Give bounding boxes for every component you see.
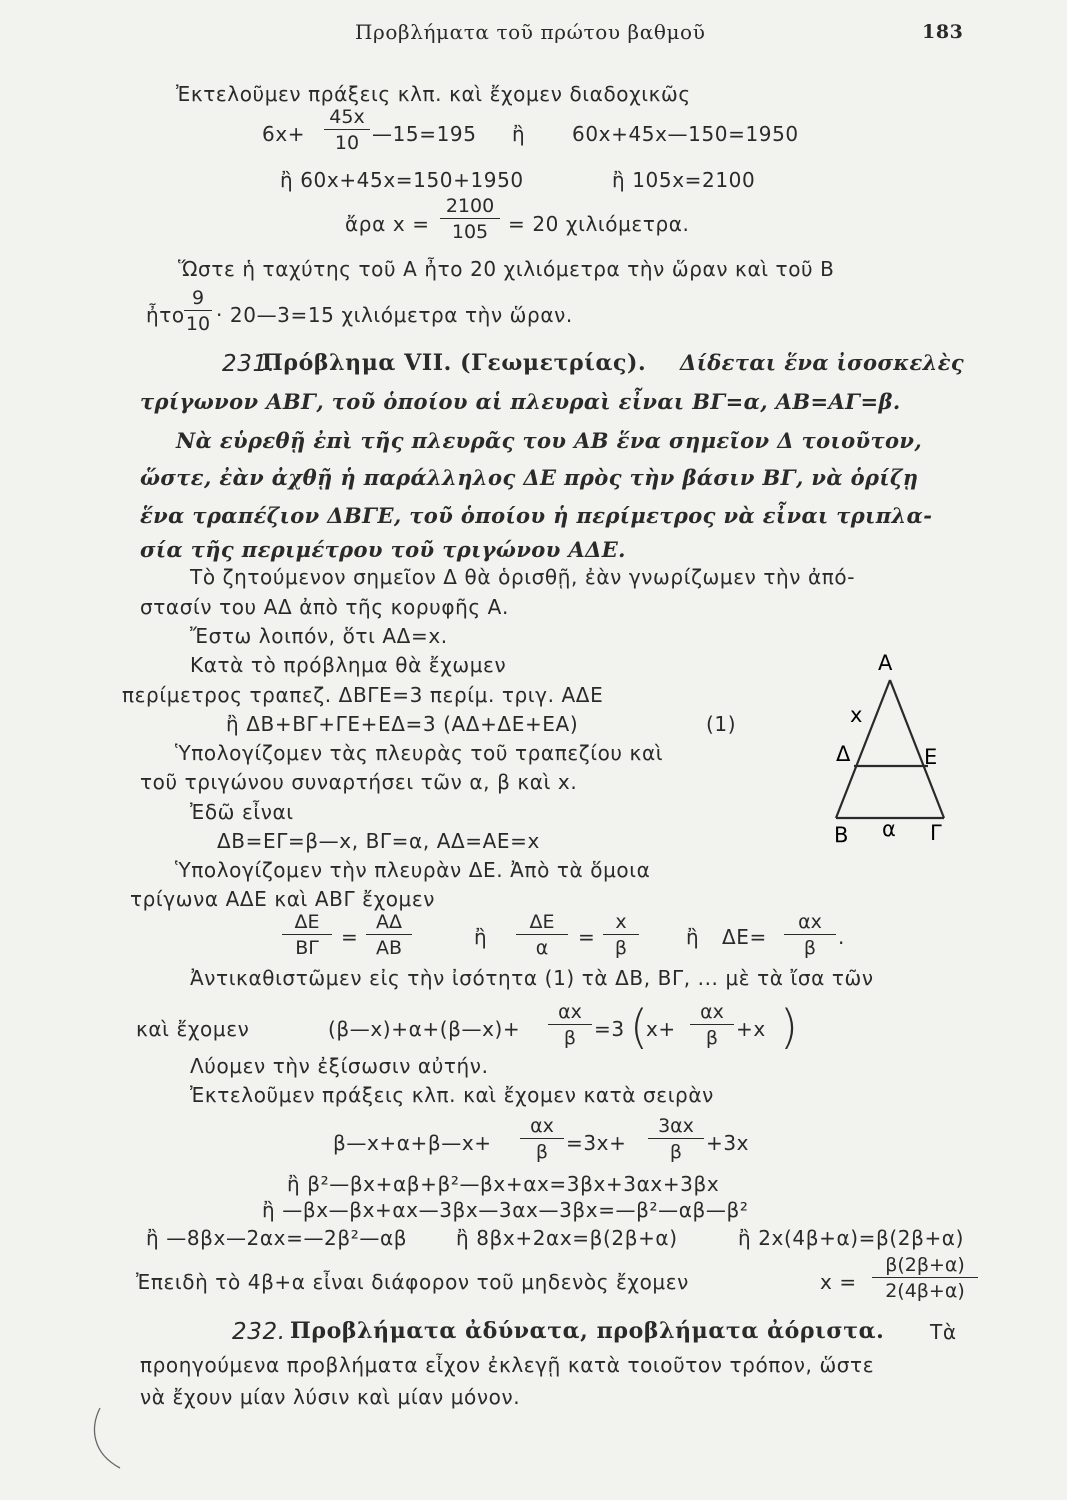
fraction <box>548 1001 592 1049</box>
italic-text: ἕνα τραπέζιον ΔΒΓΕ, τοῦ ὁποίου ἡ περίμετρος νὰ εἶναι τριπλα- <box>140 503 933 528</box>
eq-term: (β—x)+α+(β—x)+ <box>328 1017 521 1041</box>
denominator: ΑΒ <box>375 937 403 959</box>
eq-term: —15=195 <box>372 122 477 146</box>
fraction <box>784 911 836 959</box>
equals: = <box>341 925 359 949</box>
equals: = <box>578 925 596 949</box>
text-line: Ἐκτελοῦμεν πράξεις κλπ. καὶ ἔχομεν κατὰ σειρὰν <box>190 1083 714 1107</box>
denominator: α <box>535 937 549 959</box>
triangle-figure <box>820 640 970 850</box>
text-line: ΔΒ=ΕΓ=β—x, ΒΓ=α, ΑΔ=ΑΕ=x <box>217 829 540 853</box>
text-line: καὶ ἔχομεν <box>136 1017 250 1041</box>
denominator: 10 <box>334 132 360 154</box>
text-line: νὰ ἔχουν μίαν λύσιν καὶ μίαν μόνον. <box>140 1385 521 1409</box>
text-line: στασίν του ΑΔ ἀπὸ τῆς κορυφῆς Α. <box>140 595 509 619</box>
vertex-A-label: Α <box>878 651 893 675</box>
fraction <box>184 287 212 335</box>
left-paren: ( <box>630 1000 648 1054</box>
italic-text: σία τῆς περιμέτρου τοῦ τριγώνου ΑΔΕ. <box>140 537 626 562</box>
text-line: Ἐκτελοῦμεν πράξεις κλπ. καὶ ἔχομεν διαδοχικῶς <box>176 82 691 106</box>
fraction <box>516 911 568 959</box>
text-line: ἢ ΔΒ+ΒΓ+ΓΕ+ΕΔ=3 (ΑΔ+ΔΕ+ΕΑ) <box>226 712 579 736</box>
text-line: Τὸ ζητούμενον σημεῖον Δ θὰ ὁρισθῇ, ἐὰν γνωρίζωμεν τὴν ἀπό- <box>190 565 856 589</box>
numerator: β(2β+α) <box>885 1254 965 1276</box>
italic-text: Δίδεται ἕνα ἰσοσκελὲς <box>680 350 965 375</box>
text-line: Ἔστω λοιπόν, ὅτι ΑΔ=x. <box>190 624 448 648</box>
denominator: 105 <box>451 221 489 243</box>
eq-term: ἢ 105x=2100 <box>612 168 756 192</box>
numerator: 2100 <box>445 195 495 217</box>
fraction <box>324 106 370 154</box>
text-line: Ὥστε ἡ ταχύτης τοῦ Α ἦτο 20 χιλιόμετρα τὴν ὥραν καὶ τοῦ Β <box>178 257 835 281</box>
period: . <box>838 925 845 949</box>
text-line: Ὑπολογίζομεν τὰς πλευρὰς τοῦ τραπεζίου καὶ <box>175 741 664 765</box>
eq-line: ἢ 2x(4β+α)=β(2β+α) <box>738 1226 964 1250</box>
numerator: ΑΔ <box>376 911 402 933</box>
text-line: Ἐδῶ εἶναι <box>190 800 294 824</box>
section-number: 232. <box>232 1319 286 1345</box>
denominator: β <box>614 937 628 959</box>
italic-text: τρίγωνον ΑΒΓ, τοῦ ὁποίου αἱ πλευραὶ εἶναι ΒΓ=α, ΑΒ=ΑΓ=β. <box>140 389 901 414</box>
text-line: ἦτο <box>146 303 185 327</box>
numerator: 45x <box>329 106 365 128</box>
section-title: Προβλήματα ἀδύνατα, προβλήματα ἀόριστα. <box>290 1318 885 1344</box>
conj: ἢ <box>512 122 526 146</box>
denominator: β <box>705 1027 719 1049</box>
eq-term: +x <box>736 1017 766 1041</box>
numerator: ΔΕ <box>529 911 555 933</box>
denominator: β <box>563 1027 577 1049</box>
denominator: β <box>535 1141 549 1163</box>
point-E-label: Ε <box>924 745 938 769</box>
eq-line: ἢ β²—βx+αβ+β²—βx+αx=3βx+3αx+3βx <box>287 1172 720 1196</box>
page-number: 183 <box>922 21 964 43</box>
eq-term: β—x+α+β—x+ <box>333 1131 492 1155</box>
eq-number: (1) <box>706 712 737 736</box>
fraction <box>648 1115 704 1163</box>
eq-term: x+ <box>646 1017 676 1041</box>
eq-term: 60x+45x—150=1950 <box>572 122 799 146</box>
denominator: β <box>669 1141 683 1163</box>
text-line: Λύομεν τὴν ἐξίσωσιν αὐτήν. <box>190 1054 489 1078</box>
eq-line: ἢ —βx—βx+αx—3βx—3αx—3βx=—β²—αβ—β² <box>262 1198 749 1222</box>
text-line: Ἀντικαθιστῶμεν εἰς τὴν ἰσότητα (1) τὰ ΔΒ, ΒΓ, ... μὲ τὰ ἴσα τῶν <box>190 966 874 990</box>
vertex-G-label: Γ <box>930 821 942 845</box>
text-line: Ὑπολογίζομεν τὴν πλευρὰν ΔΕ. Ἀπὸ τὰ ὅμοια <box>175 858 651 882</box>
eq-term: 6x+ <box>262 122 306 146</box>
section-number: 231. <box>222 351 276 377</box>
numerator: 9 <box>191 287 205 309</box>
fraction <box>872 1254 978 1302</box>
eq-term: =3 <box>594 1017 625 1041</box>
text-line: Ἐπειδὴ τὸ 4β+α εἶναι διάφορον τοῦ μηδενὸς ἔχομεν <box>136 1270 689 1294</box>
segment-x-label: x <box>850 703 863 727</box>
fraction <box>440 195 500 243</box>
vertex-B-label: Β <box>834 823 849 847</box>
eq-line: ἢ 8βx+2αx=β(2β+α) <box>456 1226 678 1250</box>
italic-text: ὥστε, ἐὰν ἀχθῇ ἡ παράλληλος ΔΕ πρὸς τὴν βάσιν ΒΓ, νὰ ὁρίζῃ <box>140 465 919 490</box>
denominator: 10 <box>185 313 211 335</box>
pencil-mark <box>80 1398 160 1478</box>
section-title: Πρόβλημα VII. (Γεωμετρίας). <box>262 350 647 376</box>
text-line: · 20—3=15 χιλιόμετρα τὴν ὥραν. <box>216 303 573 327</box>
fraction <box>282 911 332 959</box>
denominator: β <box>803 937 817 959</box>
fraction <box>520 1115 564 1163</box>
eq-term: ἢ 60x+45x=150+1950 <box>280 168 524 192</box>
numerator: αx <box>700 1001 724 1023</box>
point-D-label: Δ <box>836 742 851 766</box>
text-line: περίμετρος τραπεζ. ΔΒΓΕ=3 περίμ. τριγ. ΑΔΕ <box>122 683 604 707</box>
eq-term: ΔΕ= <box>722 925 767 949</box>
numerator: αx <box>530 1115 554 1137</box>
numerator: x <box>615 911 627 933</box>
numerator: 3αx <box>658 1115 694 1137</box>
eq-term: +3x <box>706 1131 750 1155</box>
text-line: προηγούμενα προβλήματα εἶχον ἐκλεγῇ κατὰ τοιοῦτον τρόπον, ὥστε <box>140 1353 875 1377</box>
eq-term: = 20 χιλιόμετρα. <box>508 212 690 236</box>
eq-line: ἢ —8βx—2αx=—2β²—αβ <box>146 1226 408 1250</box>
fraction <box>366 911 412 959</box>
denominator: 2(4β+α) <box>885 1280 965 1302</box>
numerator: αx <box>558 1001 582 1023</box>
denominator: ΒΓ <box>295 937 319 959</box>
fraction <box>690 1001 734 1049</box>
text-line: τρίγωνα ΑΔΕ καὶ ΑΒΓ ἔχομεν <box>130 887 436 911</box>
italic-text: Νὰ εὑρεθῇ ἐπὶ τῆς πλευρᾶς του ΑΒ ἕνα σημεῖον Δ τοιοῦτον, <box>176 428 923 453</box>
side-alpha-label: α <box>882 817 896 841</box>
conj: ἢ <box>686 925 700 949</box>
text-line: τοῦ τριγώνου συναρτήσει τῶν α, β καὶ x. <box>140 770 578 794</box>
running-header: Προβλήματα τοῦ πρώτου βαθμοῦ <box>355 20 706 44</box>
eq-term: x = <box>820 1270 857 1294</box>
text-line: Κατὰ τὸ πρόβλημα θὰ ἔχωμεν <box>190 653 507 677</box>
conj: ἢ <box>474 925 488 949</box>
numerator: αx <box>798 911 822 933</box>
right-paren: ) <box>780 1000 798 1054</box>
eq-term: ἄρα x = <box>345 212 430 236</box>
numerator: ΔΕ <box>294 911 320 933</box>
text-line: Τὰ <box>930 1320 957 1344</box>
eq-term: =3x+ <box>566 1131 627 1155</box>
fraction <box>603 911 639 959</box>
